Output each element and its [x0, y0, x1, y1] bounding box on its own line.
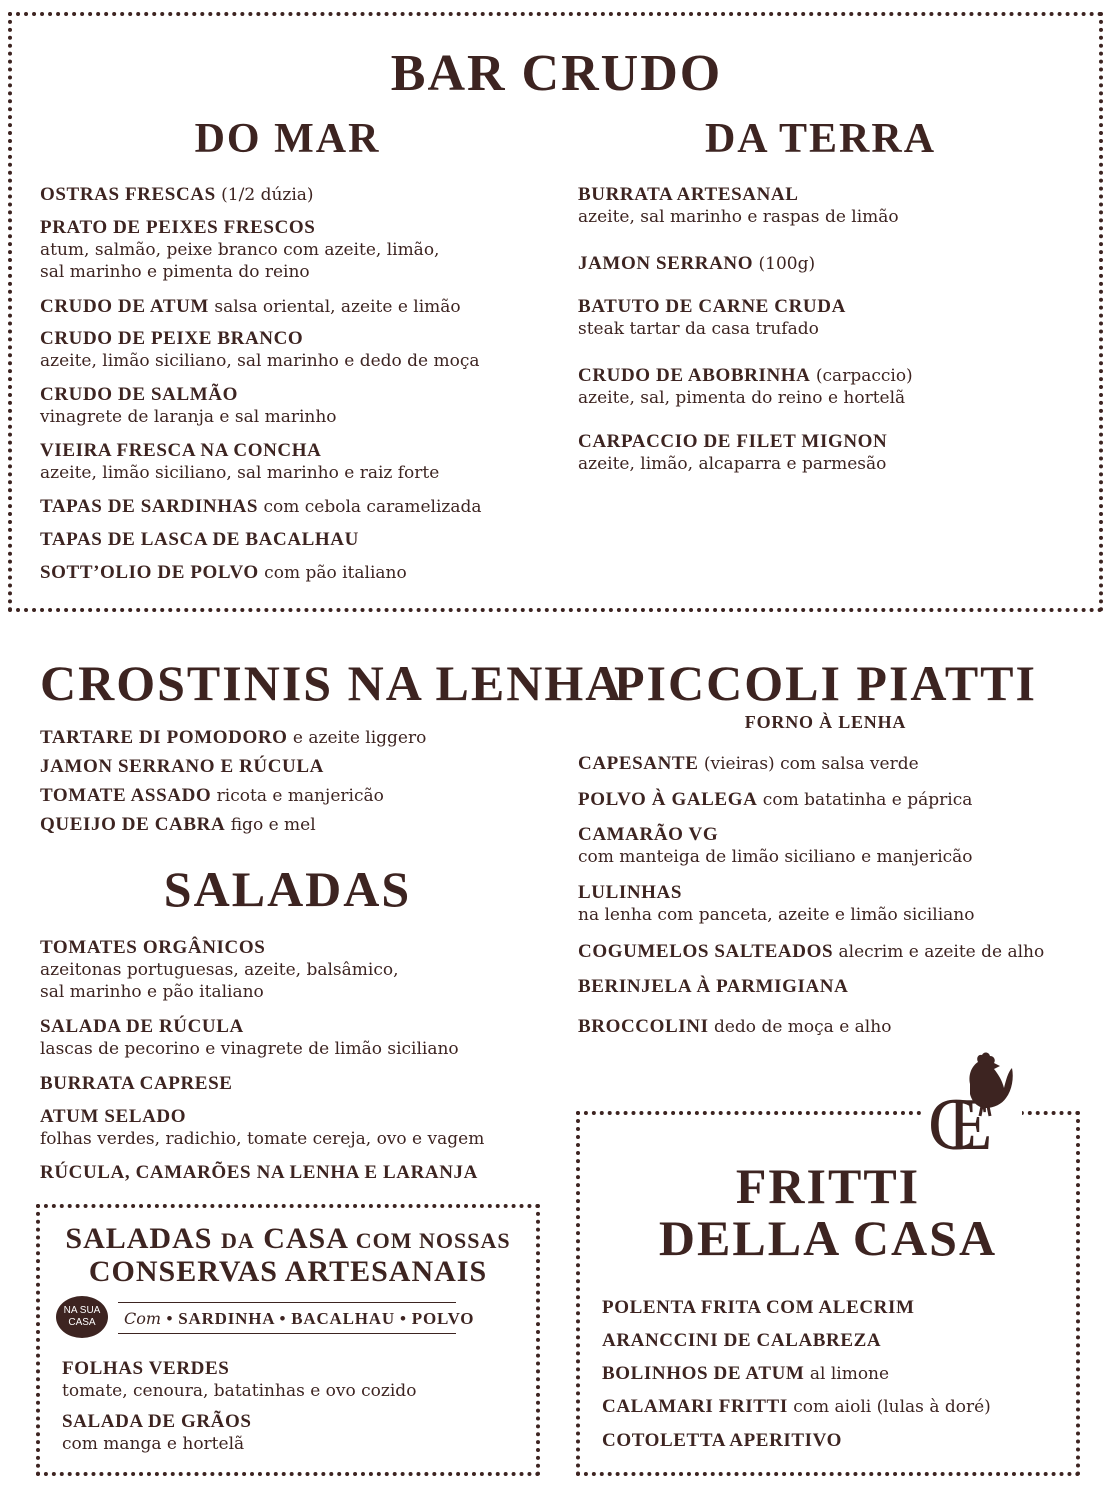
item-name: POLVO À GALEGA	[578, 789, 758, 810]
item-name: TAPAS DE LASCA DE BACALHAU	[40, 529, 359, 550]
item-desc: sal marinho e pão italiano	[40, 982, 264, 1002]
piccoli-subtitle: FORNO À LENHA	[744, 712, 907, 732]
item-name: BERINJELA À PARMIGIANA	[578, 976, 849, 997]
item-desc: atum, salmão, peixe branco com azeite, limão,	[40, 240, 440, 260]
with-word: Com	[124, 1309, 162, 1328]
item-name: BATUTO DE CARNE CRUDA	[578, 296, 846, 317]
menu-item	[40, 814, 316, 836]
item-name: ARANCCINI DE CALABREZA	[602, 1330, 882, 1351]
item-name: TOMATES ORGÂNICOS	[40, 937, 266, 958]
item-name: QUEIJO DE CABRA	[40, 814, 226, 835]
item-name: FOLHAS VERDES	[62, 1358, 230, 1379]
menu-item	[578, 365, 913, 409]
menu-item	[40, 562, 407, 584]
menu-item	[62, 1358, 416, 1402]
saladas-casa-word: DA	[220, 1228, 255, 1253]
menu-item	[578, 296, 846, 340]
item-name: TAPAS DE SARDINHAS	[40, 496, 259, 517]
item-name: VIEIRA FRESCA NA CONCHA	[40, 440, 322, 461]
menu-item	[578, 1016, 891, 1038]
item-desc: com aioli (lulas à doré)	[787, 1397, 991, 1417]
menu-item	[602, 1297, 915, 1319]
item-desc: ricota e manjericão	[211, 786, 384, 806]
item-name: CAMARÃO VG	[578, 824, 719, 845]
bar-crudo-title: BAR CRUDO	[390, 45, 723, 102]
item-name: TOMATE ASSADO	[40, 785, 212, 806]
item-name: CALAMARI FRITTI	[602, 1396, 788, 1417]
item-name: SALADA DE GRÃOS	[62, 1411, 252, 1432]
item-desc: (1/2 dúzia)	[215, 185, 314, 205]
menu-item	[602, 1330, 881, 1352]
menu-item	[40, 785, 384, 807]
menu-item	[40, 756, 324, 778]
item-name: CRUDO DE ABOBRINHA	[578, 365, 811, 386]
item-name: TARTARE DI POMODORO	[40, 727, 288, 748]
saladas-title: SALADAS	[163, 861, 412, 917]
menu-item	[578, 431, 887, 475]
item-name: BURRATA CAPRESE	[40, 1073, 233, 1094]
item-name: SOTT’OLIO DE POLVO	[40, 562, 259, 583]
piccoli-title: PICCOLI PIATTI	[614, 655, 1037, 711]
menu-item	[62, 1411, 252, 1455]
saladas-casa-title	[36, 1224, 540, 1254]
item-name: JAMON SERRANO	[578, 253, 754, 274]
item-name: CARPACCIO DE FILET MIGNON	[578, 431, 888, 452]
badge-line: CASA	[68, 1317, 96, 1328]
item-name: RÚCULA, CAMARÕES NA LENHA E LARANJA	[40, 1162, 478, 1183]
item-name: POLENTA FRITA COM ALECRIM	[602, 1297, 915, 1318]
item-desc: azeite, sal marinho e raspas de limão	[578, 207, 899, 227]
item-desc: steak tartar da casa trufado	[578, 319, 819, 339]
menu-item	[578, 941, 1044, 963]
item-desc: sal marinho e pimenta do reino	[40, 262, 310, 282]
menu-item	[40, 1162, 478, 1184]
logo	[922, 1044, 1022, 1166]
menu-item	[578, 184, 899, 228]
item-name: COTOLETTA APERITIVO	[602, 1430, 842, 1451]
fritti-title	[576, 1160, 1080, 1264]
menu-item	[578, 789, 972, 811]
menu-item	[578, 882, 974, 926]
menu-item	[578, 753, 919, 775]
menu-item	[40, 217, 439, 283]
menu-item	[40, 440, 439, 484]
menu-item	[578, 824, 973, 868]
item-desc: e azeite liggero	[287, 728, 427, 748]
item-name: COGUMELOS SALTEADOS	[578, 941, 834, 962]
da-terra-title: DA TERRA	[704, 116, 937, 162]
item-desc: (100g)	[753, 254, 816, 274]
badge-line: NA SUA	[63, 1305, 101, 1316]
item-desc: (vieiras) com salsa verde	[698, 754, 919, 774]
item-name: CAPESANTE	[578, 753, 699, 774]
item-name: CRUDO DE ATUM	[40, 296, 209, 317]
item-desc: com manga e hortelã	[62, 1434, 245, 1454]
menu-item	[40, 384, 337, 428]
item-desc: salsa oriental, azeite e limão	[208, 297, 461, 317]
menu-item	[40, 529, 359, 551]
options-list: • SARDINHA • BACALHAU • POLVO	[166, 1309, 475, 1328]
item-name: CRUDO DE PEIXE BRANCO	[40, 328, 304, 349]
fritti-title-line: FRITTI	[735, 1158, 921, 1214]
item-name: SALADA DE RÚCULA	[40, 1016, 244, 1037]
item-desc: azeite, limão siciliano, sal marinho e raiz forte	[40, 463, 440, 483]
crostinis-title: CROSTINIS NA LENHA	[40, 655, 624, 711]
item-desc: vinagrete de laranja e sal marinho	[40, 407, 337, 427]
menu-item	[40, 296, 461, 318]
item-desc: com batatinha e páprica	[757, 790, 973, 810]
item-name: JAMON SERRANO E RÚCULA	[40, 756, 324, 777]
menu-item	[40, 1106, 484, 1150]
item-desc: (carpaccio)	[810, 366, 913, 386]
saladas-casa-word: CASA	[263, 1222, 348, 1255]
item-desc: lascas de pecorino e vinagrete de limão siciliano	[40, 1039, 459, 1059]
item-name: OSTRAS FRESCAS	[40, 184, 216, 205]
item-desc: azeite, limão, alcaparra e parmesão	[578, 454, 887, 474]
item-name: BROCCOLINI	[578, 1016, 709, 1037]
menu-item	[578, 976, 848, 998]
item-desc: figo e mel	[225, 815, 316, 835]
menu-item	[40, 1073, 233, 1095]
menu-item	[40, 496, 482, 518]
item-name: BURRATA ARTESANAL	[578, 184, 799, 205]
item-desc: alecrim e azeite de alho	[833, 942, 1045, 962]
na-sua-casa-badge	[56, 1296, 108, 1338]
item-name: ATUM SELADO	[40, 1106, 187, 1127]
item-desc: com pão italiano	[258, 563, 407, 583]
item-desc: na lenha com panceta, azeite e limão siciliano	[578, 905, 975, 925]
menu-item	[40, 937, 399, 1003]
saladas-casa-word: COM NOSSAS	[355, 1228, 511, 1253]
menu-item	[602, 1363, 889, 1385]
item-desc: azeite, limão siciliano, sal marinho e dedo de moça	[40, 351, 480, 371]
menu-item	[40, 328, 480, 372]
menu-item	[40, 1016, 459, 1060]
menu-item	[578, 253, 815, 275]
menu-item	[40, 727, 426, 749]
fritti-title-line: DELLA CASA	[658, 1210, 998, 1266]
menu-item	[602, 1396, 991, 1418]
item-desc: dedo de moça e alho	[708, 1017, 892, 1037]
saladas-casa-word: SALADAS	[65, 1222, 213, 1255]
item-name: LULINHAS	[578, 882, 683, 903]
menu-item	[602, 1430, 842, 1452]
monogram: CE	[928, 1084, 963, 1166]
do-mar-title: DO MAR	[194, 116, 381, 162]
saladas-casa-subtitle: CONSERVAS ARTESANAIS	[88, 1255, 488, 1288]
item-name: PRATO DE PEIXES FRESCOS	[40, 217, 316, 238]
conservas-options	[124, 1309, 474, 1329]
item-desc: com cebola caramelizada	[258, 497, 482, 517]
item-desc: com manteiga de limão siciliano e manjericão	[578, 847, 973, 867]
item-name: BOLINHOS DE ATUM	[602, 1363, 805, 1384]
item-desc: folhas verdes, radichio, tomate cereja, ovo e vagem	[40, 1129, 485, 1149]
item-desc: azeitonas portuguesas, azeite, balsâmico,	[40, 960, 399, 980]
item-desc: tomate, cenoura, batatinhas e ovo cozido	[62, 1381, 417, 1401]
item-name: CRUDO DE SALMÃO	[40, 384, 238, 405]
menu-item	[40, 184, 314, 206]
item-desc: azeite, sal, pimenta do reino e hortelã	[578, 388, 906, 408]
item-desc: al limone	[804, 1364, 890, 1384]
